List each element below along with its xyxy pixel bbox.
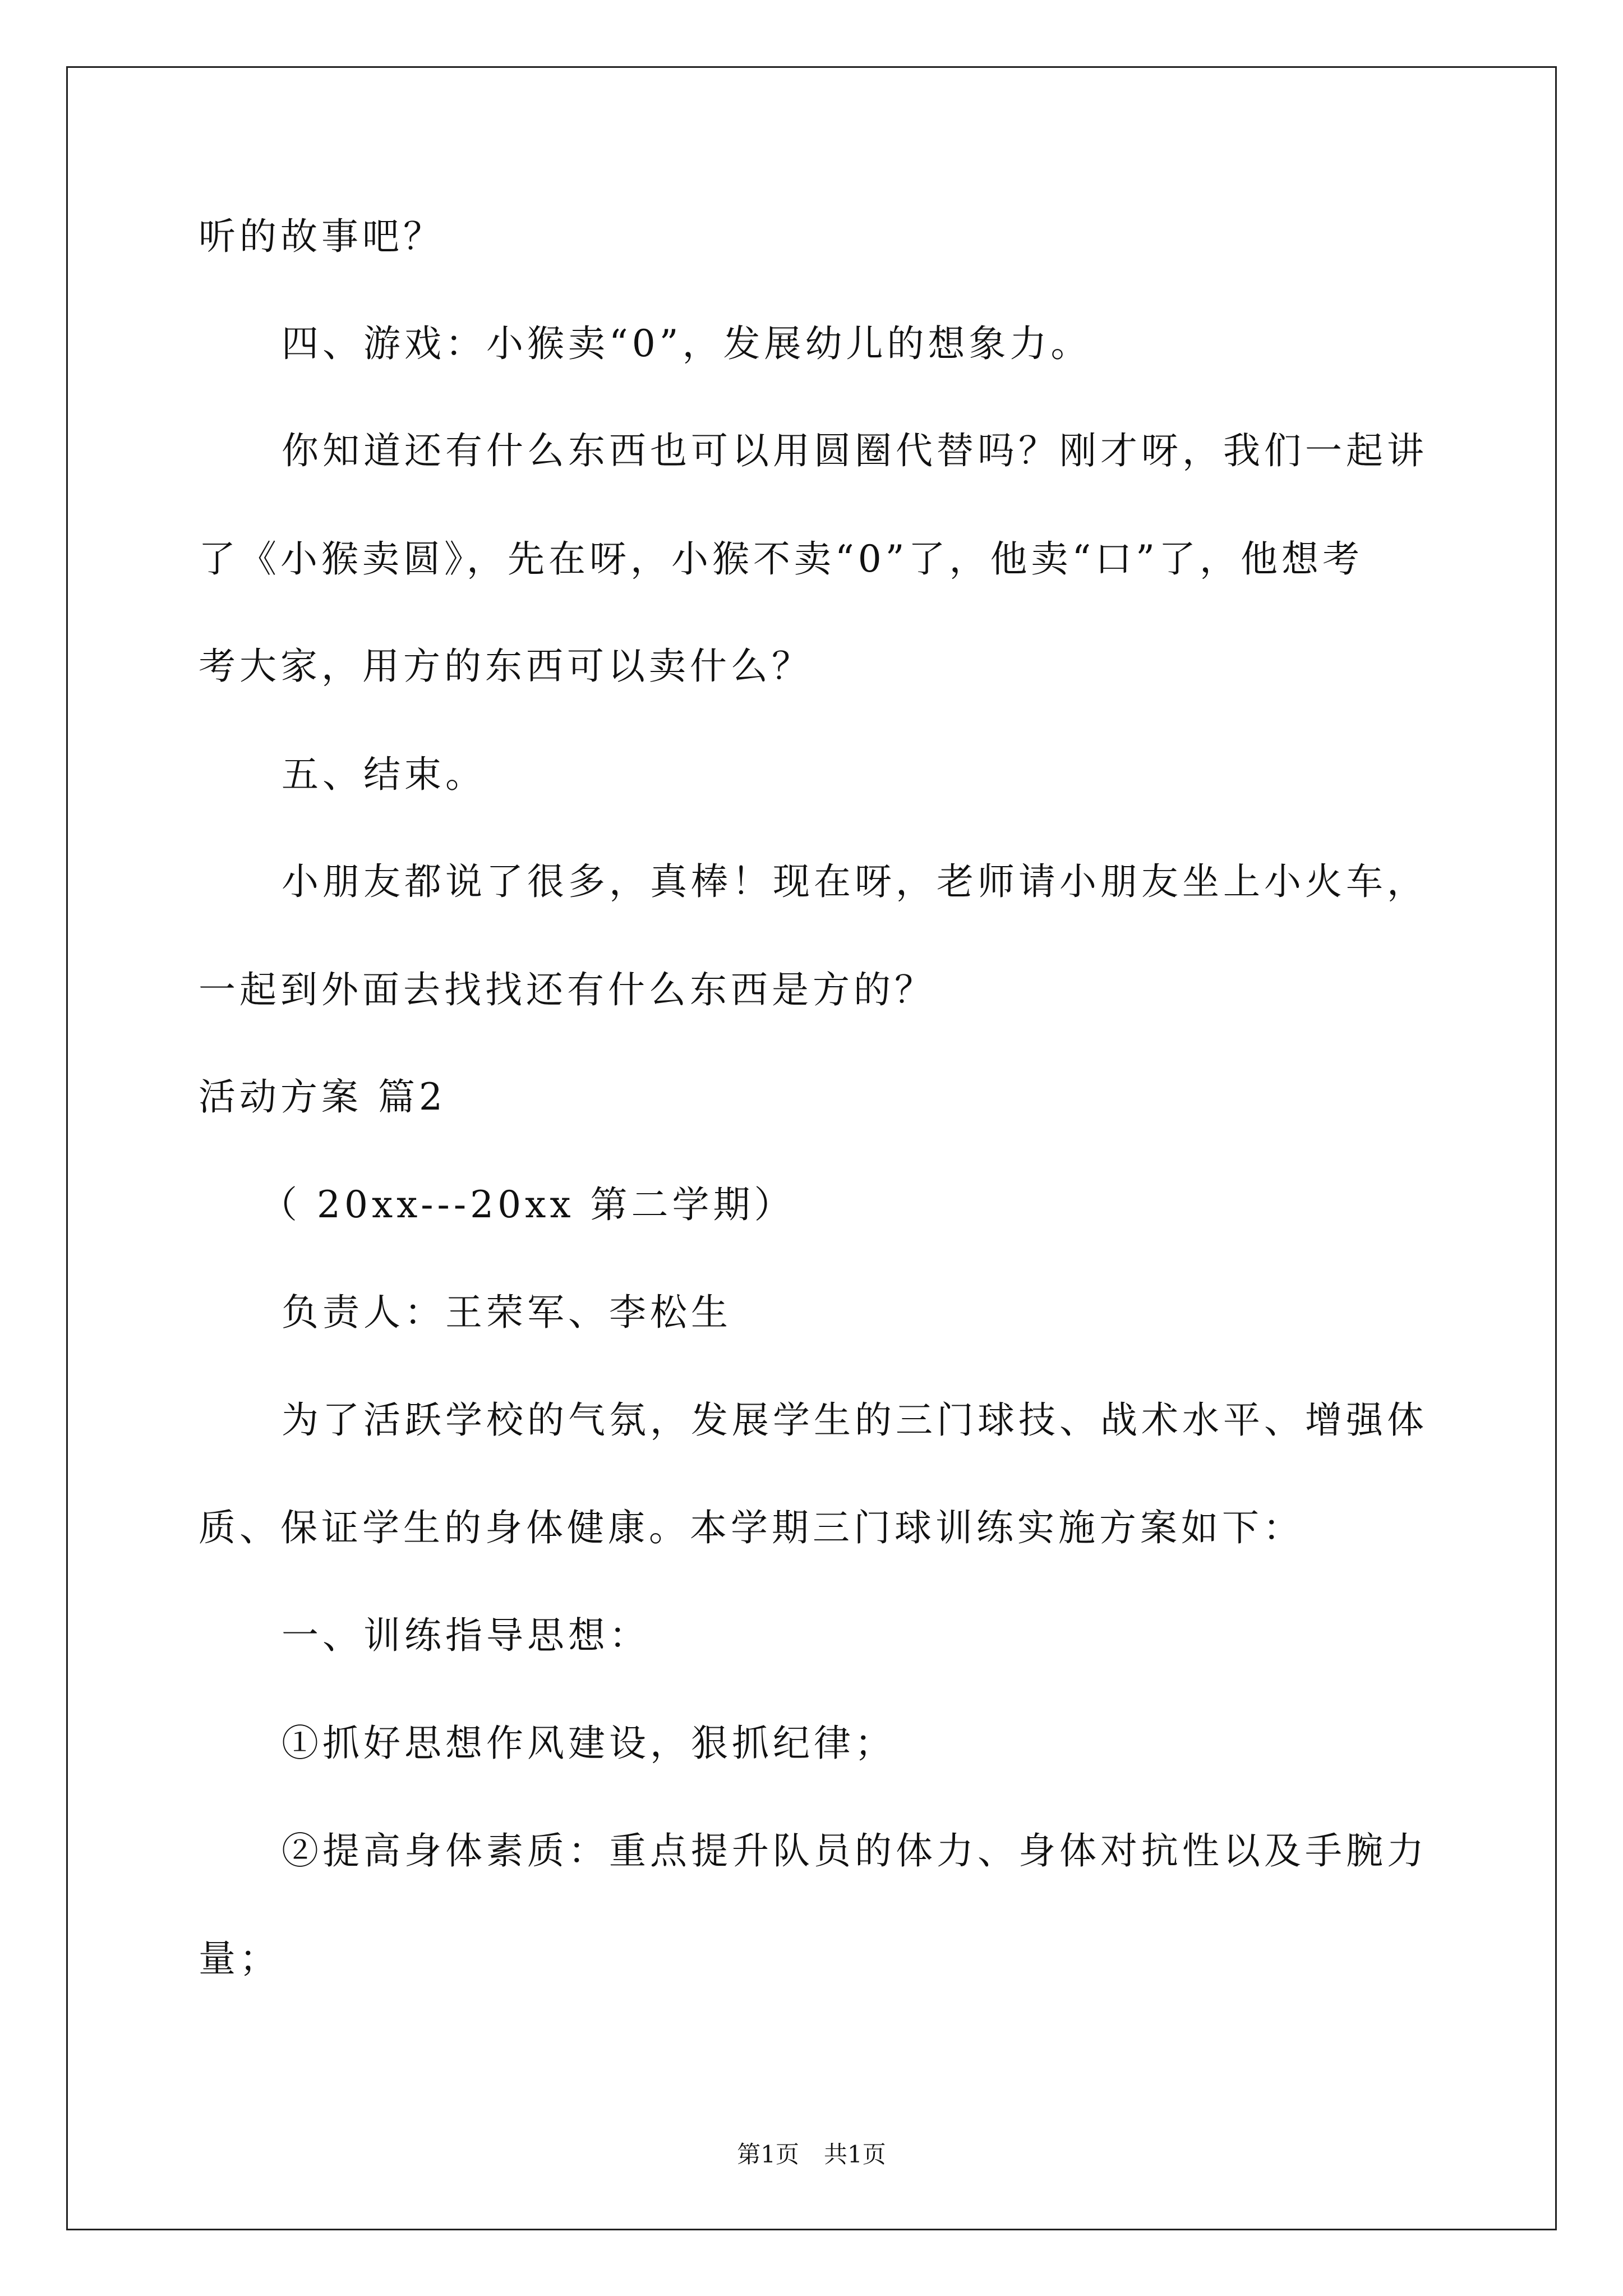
list-item: ①抓好思想作风建设，狠抓纪律； — [282, 1722, 896, 1765]
paragraph-line: 你知道还有什么东西也可以用圆圈代替吗？刚才呀，我们一起讲 — [282, 429, 1428, 472]
paragraph-line: 量； — [199, 1937, 280, 1980]
page-total: 共1页 — [824, 2141, 886, 2168]
paragraph-line: 一起到外面去找找还有什么东西是方的？ — [199, 968, 935, 1011]
paragraph-line: 为了活跃学校的气氛，发展学生的三门球技、战术水平、增强体 — [282, 1398, 1428, 1442]
paragraph-line: 了《小猴卖圆》，先在呀，小猴不卖“0”了，他卖“口”了，他想考 — [199, 537, 1363, 581]
paragraph-line: 质、保证学生的身体健康。本学期三门球训练实施方案如下： — [199, 1506, 1304, 1549]
responsible-persons: 负责人：王荣军、李松生 — [282, 1291, 732, 1334]
section-heading-guidance: 一、训练指导思想： — [282, 1614, 650, 1657]
section-heading-game: 四、游戏：小猴卖“0”，发展幼儿的想象力。 — [282, 322, 1092, 365]
list-item: ②提高身体素质：重点提升队员的体力、身体对抗性以及手腕力 — [282, 1829, 1428, 1872]
page-footer — [0, 2140, 1623, 2169]
page-border — [66, 66, 1557, 2230]
paragraph-line: 考大家，用方的东西可以卖什么？ — [199, 645, 813, 688]
section-heading-end: 五、结束。 — [282, 753, 486, 796]
document-heading: 活动方案 篇2 — [199, 1075, 446, 1119]
paragraph-line: 听的故事吧？ — [199, 215, 444, 258]
semester-label: （ 20xx---20xx 第二学期） — [260, 1183, 795, 1226]
paragraph-line: 小朋友都说了很多，真棒！现在呀，老师请小朋友坐上小火车， — [282, 860, 1428, 903]
page-number: 第1页 — [737, 2141, 799, 2168]
